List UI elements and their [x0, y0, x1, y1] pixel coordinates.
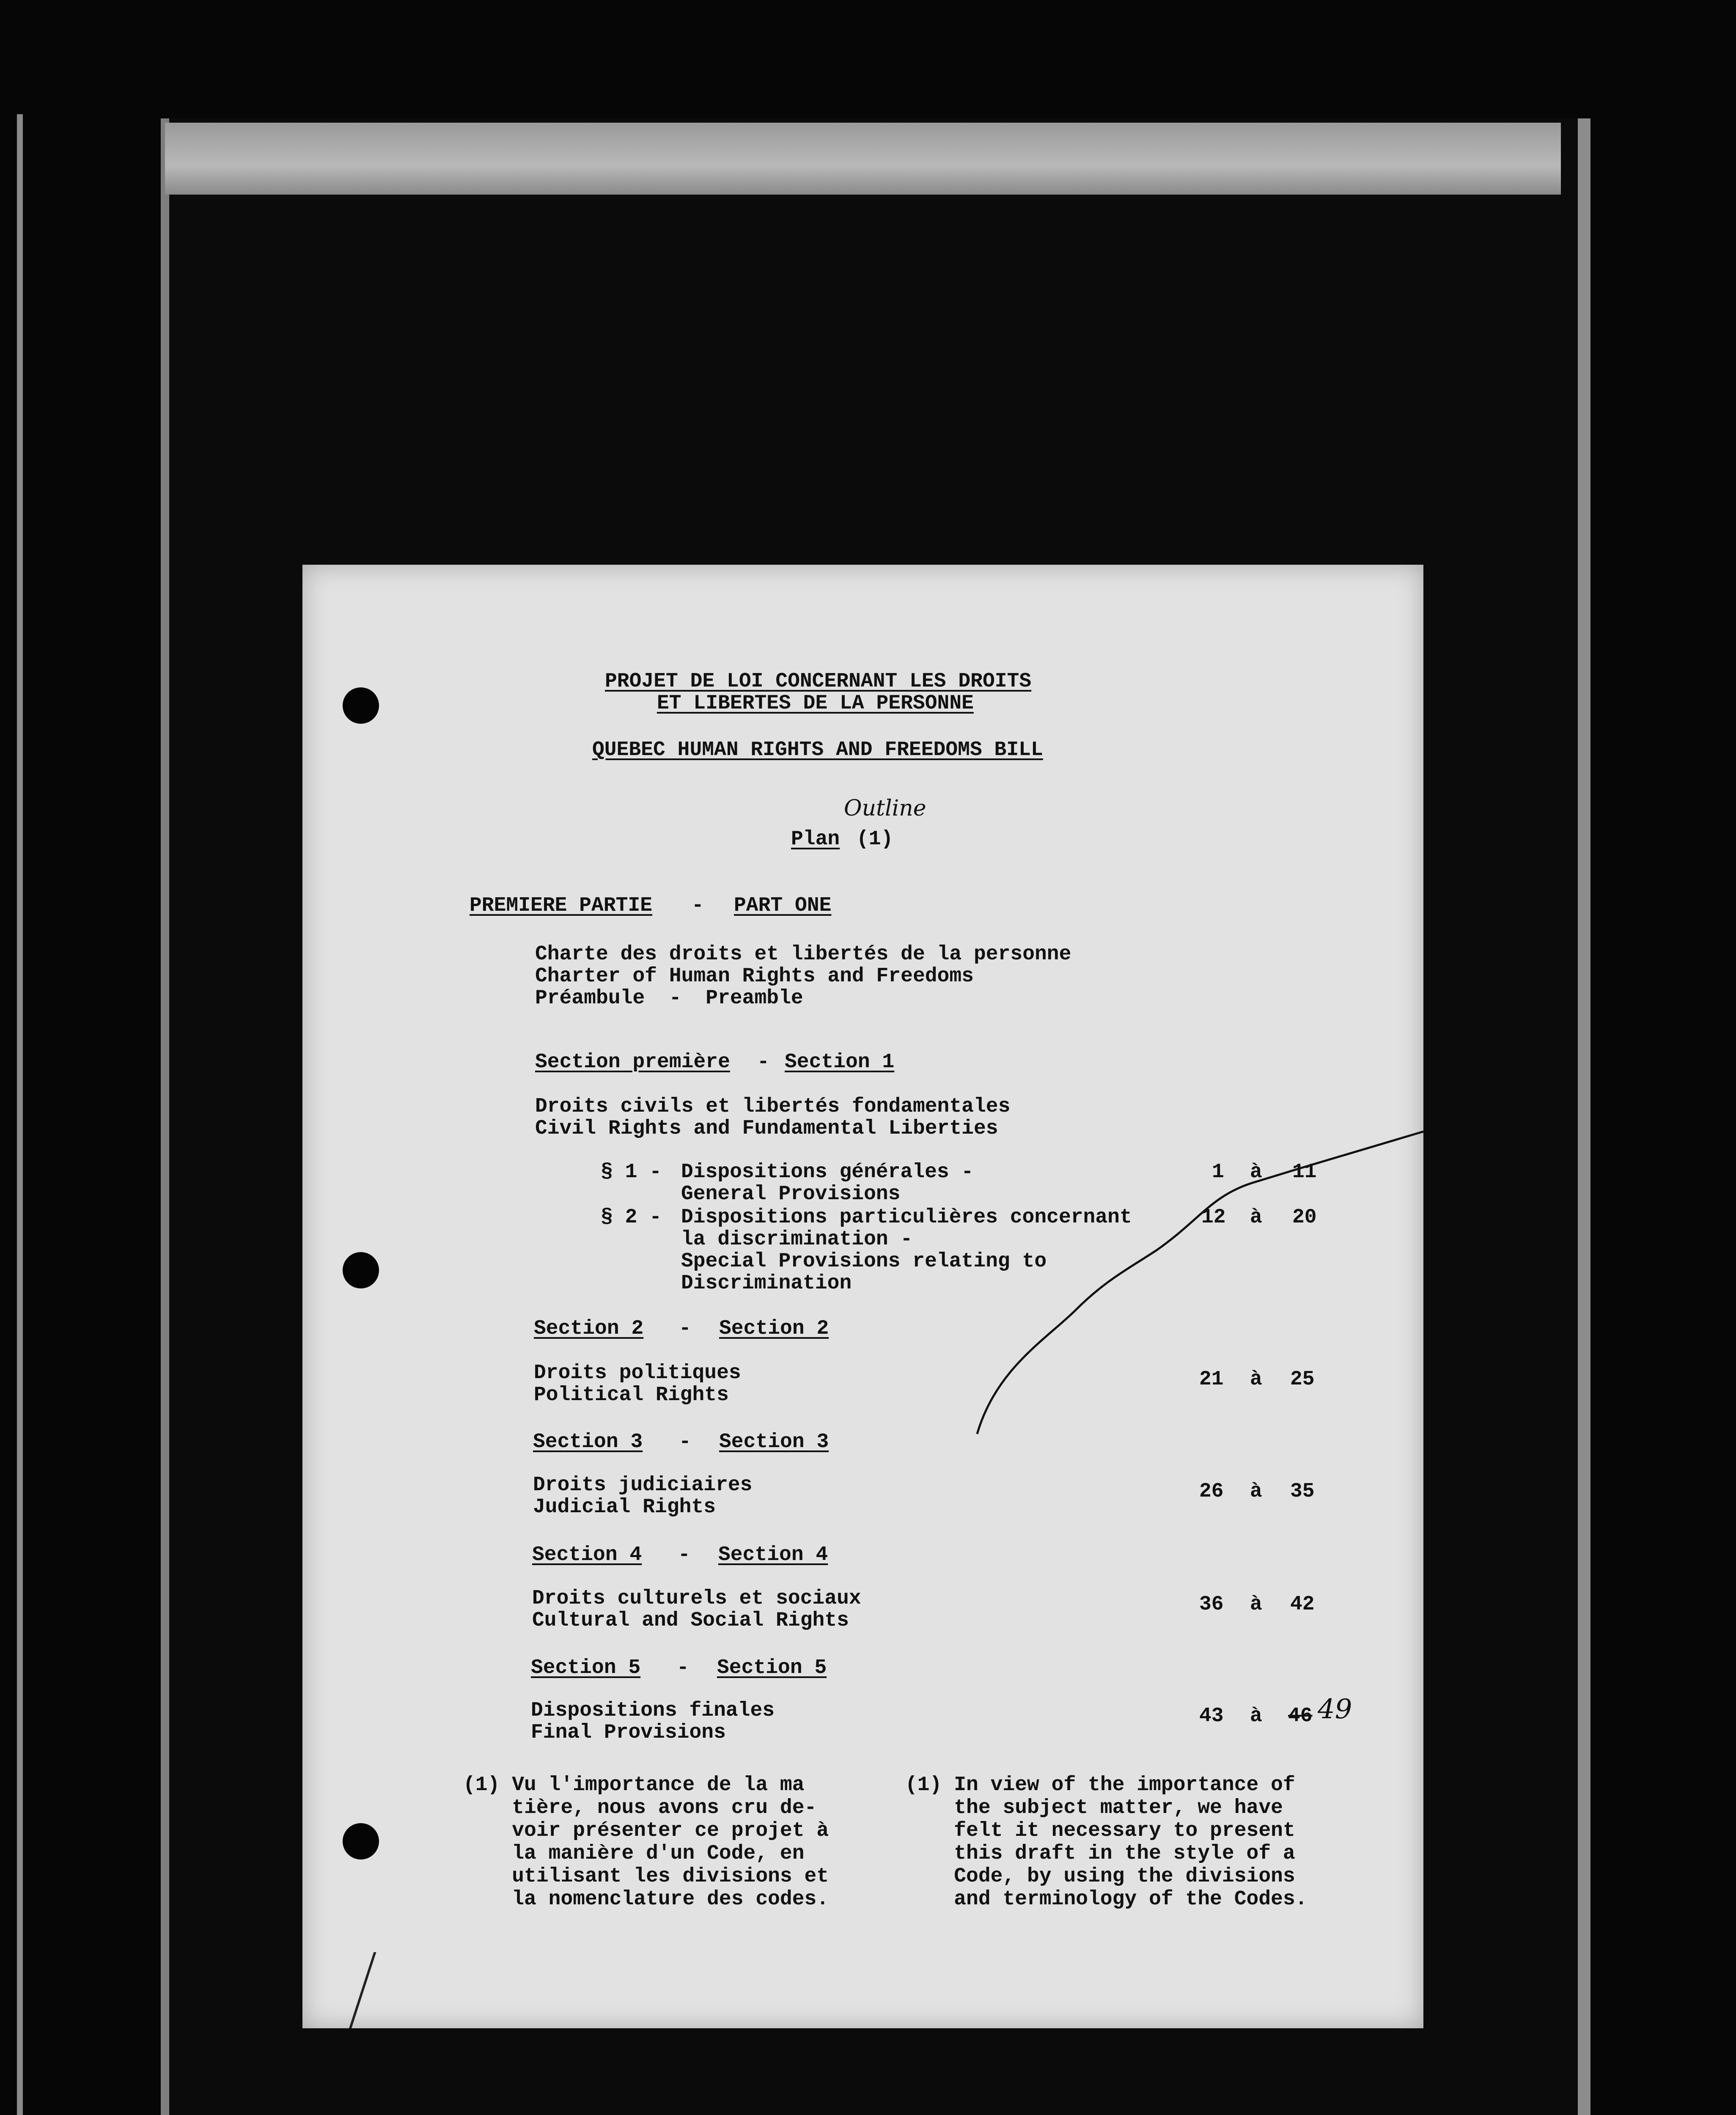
subsection1-line2: General Provisions [681, 1183, 901, 1206]
section5-heading-en: Section 5 [717, 1656, 827, 1679]
film-left-edge [0, 114, 23, 2115]
section4-title-fr: Droits culturels et sociaux [532, 1587, 861, 1610]
subsection1-to: 11 [1292, 1161, 1317, 1184]
plan-footnote-ref: (1) [857, 828, 893, 851]
plan-label: Plan [791, 828, 840, 851]
section3-heading-en: Section 3 [719, 1431, 829, 1453]
section1-title-fr: Droits civils et libertés fondamentales [535, 1095, 1011, 1118]
footnote-en-line: the subject matter, we have [905, 1796, 1283, 1819]
subsection1-from: 1 [1212, 1161, 1224, 1184]
preamble: Préambule - Preamble [535, 987, 803, 1010]
subsection1-mark: § 1 - [601, 1161, 662, 1184]
section3-a: à [1250, 1480, 1262, 1503]
section5-to-handwritten: 49 [1318, 1694, 1352, 1725]
subsection1-line1: Dispositions générales - [681, 1161, 974, 1184]
charter-fr: Charte des droits et libertés de la personne [535, 943, 1071, 966]
section3-title-fr: Droits judiciaires [533, 1474, 753, 1497]
section5-title-en: Final Provisions [531, 1721, 726, 1744]
section5-to-struck: 46 [1288, 1705, 1313, 1728]
section2-heading-fr: Section 2 [534, 1317, 644, 1340]
section1-heading-fr: Section première [535, 1051, 730, 1074]
subsection2-line1: Dispositions particulières concernant [681, 1206, 1132, 1229]
section2-a: à [1250, 1368, 1262, 1391]
footnote-fr-line: la manière d'un Code, en [463, 1842, 805, 1865]
plan-handwritten-note: Outline [844, 796, 926, 821]
footnote-fr-line: voir présenter ce projet à [463, 1819, 829, 1842]
section1-separator: - [757, 1051, 769, 1074]
subsection2-line4: Discrimination [681, 1272, 852, 1295]
title-fr-line2: ET LIBERTES DE LA PERSONNE [657, 692, 974, 715]
section5-title-fr: Dispositions finales [531, 1699, 775, 1722]
part-fr: PREMIERE PARTIE [470, 894, 653, 917]
section4-title-en: Cultural and Social Rights [532, 1609, 849, 1632]
section5-heading-fr: Section 5 [531, 1656, 641, 1679]
section3-separator: - [679, 1431, 691, 1453]
footnote-en-line: and terminology of the Codes. [905, 1888, 1307, 1911]
section3-from: 26 [1199, 1480, 1224, 1503]
section4-heading-en: Section 4 [718, 1544, 828, 1566]
section3-heading-fr: Section 3 [533, 1431, 643, 1453]
section1-title-en: Civil Rights and Fundamental Liberties [535, 1117, 998, 1140]
subsection2-from: 12 [1201, 1206, 1226, 1229]
section4-separator: - [678, 1544, 690, 1566]
subsection2-mark: § 2 - [601, 1206, 662, 1229]
part-separator: - [692, 894, 704, 917]
charter-en: Charter of Human Rights and Freedoms [535, 965, 974, 988]
footnote-fr-line: (1) Vu l'importance de la ma [463, 1774, 805, 1796]
title-en: QUEBEC HUMAN RIGHTS AND FREEDOMS BILL [592, 739, 1043, 761]
section2-to: 25 [1290, 1368, 1315, 1391]
document-page [302, 565, 1423, 2028]
subsection2-line3: Special Provisions relating to [681, 1250, 1047, 1273]
section5-separator: - [677, 1656, 689, 1679]
section1-heading-en: Section 1 [785, 1051, 895, 1074]
pen-stroke [302, 565, 1423, 2028]
section5-from: 43 [1199, 1705, 1224, 1728]
section2-heading-en: Section 2 [719, 1317, 829, 1340]
section2-title-fr: Droits politiques [534, 1362, 741, 1384]
title-fr-line1: PROJET DE LOI CONCERNANT LES DROITS [605, 670, 1032, 693]
subsection2-to: 20 [1292, 1206, 1317, 1229]
section4-to: 42 [1290, 1593, 1315, 1616]
footnote-fr-line: tière, nous avons cru de- [463, 1796, 817, 1819]
subsection2-a: à [1250, 1206, 1262, 1229]
section3-title-en: Judicial Rights [533, 1496, 716, 1519]
subsection1-a: à [1250, 1161, 1262, 1184]
footnote-en-line: (1) In view of the importance of [905, 1774, 1295, 1796]
footnote-fr-line: la nomenclature des codes. [463, 1888, 829, 1911]
footnote-en-line: Code, by using the divisions [905, 1865, 1295, 1888]
footnote-en-line: this draft in the style of a [905, 1842, 1295, 1865]
section2-separator: - [679, 1317, 691, 1340]
section2-from: 21 [1199, 1368, 1224, 1391]
section4-a: à [1250, 1593, 1262, 1616]
section3-to: 35 [1290, 1480, 1315, 1503]
section4-from: 36 [1199, 1593, 1224, 1616]
footnote-fr-line: utilisant les divisions et [463, 1865, 829, 1888]
section2-title-en: Political Rights [534, 1384, 729, 1406]
part-en: PART ONE [734, 894, 832, 917]
frame-top-strip [165, 123, 1561, 195]
section5-a: à [1250, 1705, 1262, 1728]
subsection2-line2: la discrimination - [681, 1228, 913, 1251]
section4-heading-fr: Section 4 [532, 1544, 642, 1566]
footnote-en-line: felt it necessary to present [905, 1819, 1295, 1842]
